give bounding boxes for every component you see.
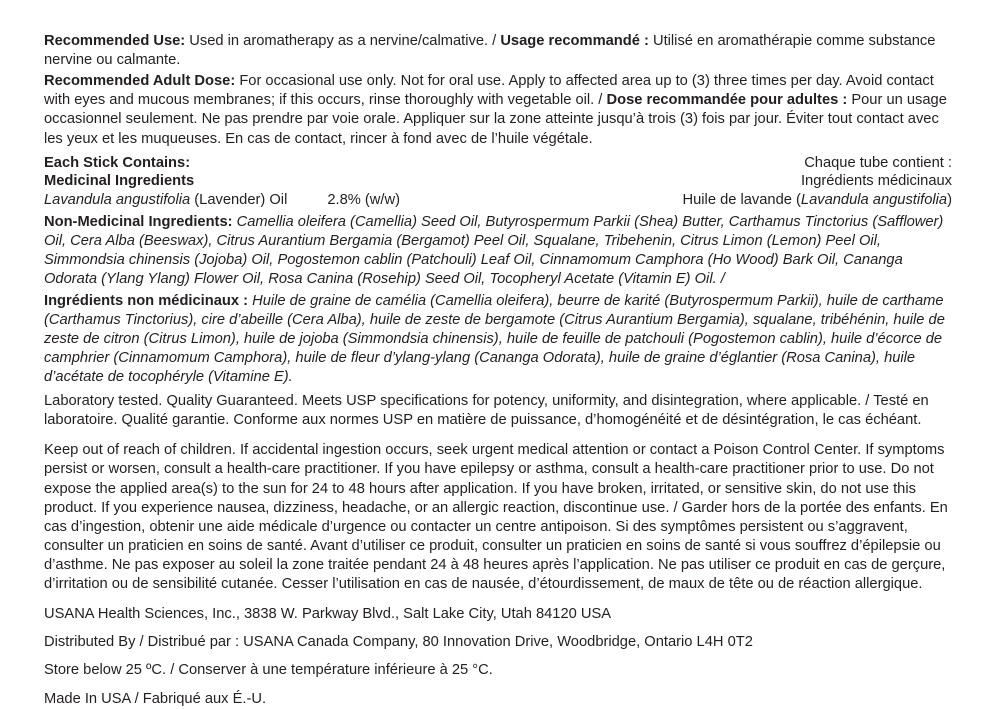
made-in-statement: Made In USA / Fabriqué aux É.-U. bbox=[44, 690, 267, 707]
recommended-dose-section bbox=[44, 72, 952, 148]
recommended-use-heading-fr: Usage recommandé : bbox=[500, 33, 649, 49]
manufacturer-address: USANA Health Sciences, Inc., 3838 W. Parkway Blvd., Salt Lake City, Utah 84120 USA bbox=[44, 606, 612, 623]
medicinal-ingredients-label: Medicinal Ingredients bbox=[44, 173, 195, 190]
recommended-use-section bbox=[44, 32, 952, 70]
recommended-dose-heading-fr: Dose recommandée pour adultes : bbox=[606, 92, 848, 109]
each-stick-contains-label: Each Stick Contains: bbox=[44, 154, 191, 171]
medicinal-ingredient-fr-post: ) bbox=[947, 192, 952, 209]
recommended-dose-text-en: For occasional use only. Not for oral use. Apply to affected area up to (3) three times per day. Avoid contact with eyes and mucous membranes; if this occurs, rinse thoroughly with vegetable oil. / bbox=[44, 73, 934, 109]
contains-header-line1 bbox=[44, 154, 952, 173]
non-medicinal-heading-en: Non-Medicinal Ingredients: bbox=[44, 214, 233, 231]
medicinal-ingredient-fr-pre: Huile de lavande ( bbox=[682, 192, 801, 209]
non-medicinal-ingredients-fr bbox=[44, 292, 952, 388]
medicinal-ingredient-latin-name: Lavandula angustifolia bbox=[44, 192, 191, 209]
contains-header-line2 bbox=[44, 172, 952, 191]
medicinal-ingredient-fr-latin: Lavandula angustifolia bbox=[800, 192, 948, 209]
distributor-address: Distributed By / Distribué par : USANA Canada Company, 80 Innovation Drive, Woodbridge, Ontario L4H 0T2 bbox=[44, 634, 753, 651]
medicinal-ingredient-row bbox=[44, 191, 952, 210]
recommended-dose-heading-en: Recommended Adult Dose: bbox=[44, 73, 236, 90]
recommended-dose-text-fr: Pour un usage occasionnel seulement. Ne pas prendre par voie orale. Appliquer sur la zone atteinte jusqu’à trois (3) fois par jour. Éviter tout contact avec les yeux et les muqueuses. En cas de contact, rincer à fond avec de l’huile végétale. bbox=[44, 92, 947, 147]
chaque-tube-contient-label: Chaque tube contient : bbox=[804, 154, 952, 171]
non-medicinal-text-fr: Huile de graine de camélia (Camellia oleifera), beurre de karité (Butyrospermum Parkii), huile de carthame (Carthamus Tinctorius), cire d’abeille (Cera Alba), huile de zeste de bergamote (Citrus Aurantium Bergamia), squalane, tribéhénin, huile de zeste de citron (Citrus Limon), huile de jojoba (Simmondsia chinensis), huile de feuille de patchouli (Pogostemon cablin), huile d’écorce de camphrier (Cinnamomum Camphora), huile de fleur d’ylang-ylang (Cananga Odorata), huile de graine d’églantier (Rosa Canina), huile d’acétate de tocophéryle (Vitamine E). bbox=[44, 292, 945, 385]
recommended-use-heading-en: Recommended Use: bbox=[44, 33, 186, 49]
storage-instructions: Store below 25 ºC. / Conserver à une température inférieure à 25 °C. bbox=[44, 662, 493, 679]
medicinal-ingredient-amount: 2.8% (w/w) bbox=[327, 192, 400, 209]
non-medicinal-text-en: Camellia oleifera (Camellia) Seed Oil, Butyrospermum Parkii (Shea) Butter, Carthamus Tinctorius (Safflower) Oil, Cera Alba (Beeswax), Citrus Aurantium Bergamia (Bergamot) Peel Oil, Squalane, Tribehenin, Citrus Limon (Lemon) Peel Oil, Simmondsia chinensis (Jojoba) Oil, Pogostemon cablin (Patchouli) Leaf Oil, Cinnamomum Camphora (Ho Wood) Bark Oil, Cananga Odorata (Ylang Ylang) Flower Oil, Rosa Canina (Rosehip) Seed Oil, Tocopheryl Acetate (Vitamin E) Oil. / bbox=[44, 214, 944, 288]
recommended-use-text-en: Used in aromatherapy as a nervine/calmative. / bbox=[185, 33, 501, 49]
recommended-use-text-fr: Utilisé en aromathérapie comme substance nervine ou calmante. bbox=[44, 33, 936, 69]
non-medicinal-ingredients-en bbox=[44, 213, 952, 289]
medicinal-ingredient-name bbox=[44, 191, 287, 210]
medicinal-ingredient-name-fr bbox=[400, 191, 952, 210]
warnings-text: Keep out of reach of children. If accidental ingestion occurs, seek urgent medical attention or contact a Poison Control Center. If symptoms persist or worsen, consult a health-care practitioner. If you have epilepsy or asthma, consult a health-care practitioner prior to use. Do not expose the applied area(s) to the sun for 24 to 48 hours after application. If you have broken, irritated, or sensitive skin, do not use this product. If you experience nausea, dizziness, headache, or an allergic reaction, discontinue use. / Garder hors de la portée des enfants. En cas d’ingestion, obtenir une aide médicale d’urgence ou contacter un centre antipoison. Si des symptômes persistent ou s’aggravent, consulter un praticien en soins de santé. Avant d’utiliser ce produit, consulter un praticien en soins de santé si vous souffrez d’épilepsie ou d’asthme. Ne pas exposer au soleil la zone traitée pendant 24 à 48 heures après l’application. Ne pas utiliser ce produit en cas de gerçure, d’irritation ou de sensibilité cutanée. Cesser l’utilisation en cas de nausée, d’étourdissement, de maux de tête ou de réaction allergique. bbox=[44, 442, 948, 593]
ingredients-medicinaux-label: Ingrédients médicinaux bbox=[800, 173, 952, 190]
medicinal-ingredient-common-name: (Lavender) Oil bbox=[190, 192, 288, 209]
non-medicinal-heading-fr: Ingrédients non médicinaux : bbox=[44, 292, 249, 309]
laboratory-tested-text: Laboratory tested. Quality Guaranteed. Meets USP specifications for potency, uniformity, and disintegration, where applicable. / Testé en laboratoire. Qualité garantie. Conforme aux normes USP en matière de puissance, d’homogénéité et de désintégration, le cas échéant. bbox=[44, 393, 929, 429]
